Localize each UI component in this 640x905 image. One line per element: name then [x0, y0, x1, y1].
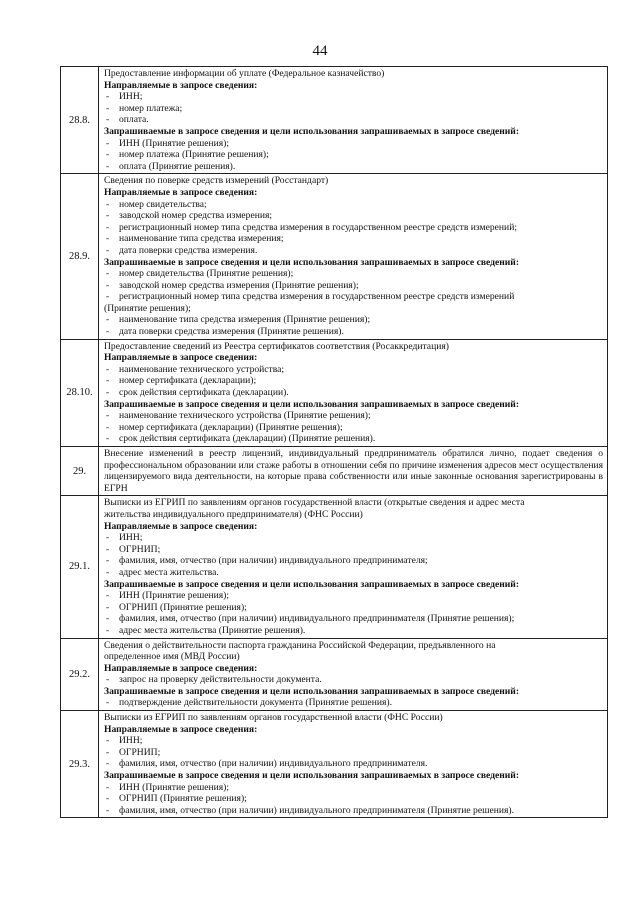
row-content [99, 339, 608, 446]
sent-heading: Направляемые в запросе сведения: [104, 723, 258, 735]
list-item: - наименование типа средства измерения (Принятие решения); [104, 314, 603, 326]
row-number: 29.1. [61, 496, 99, 638]
list-item: - оплата. [104, 114, 603, 126]
row-description: Внесение изменений в реестр лицензий, индивидуальный предприниматель обратился лично, подает сведения о профессиональном образовании или стаже работы в отношении себя по причине изменения адресов мест осуществления лицензируемого вида деятельности, на которые права собственности или иные законные основания зарегистрированы в ЕГРН [104, 448, 603, 494]
row-content [99, 447, 608, 496]
list-item: - заводской номер средства измерения; [104, 210, 603, 222]
list-item: - заводской номер средства измерения (Принятие решения); [104, 280, 603, 292]
list-item: - регистрационный номер типа средства измерения в государственном реестре средств измерений [104, 291, 603, 303]
table-row [61, 638, 608, 711]
list-item: - наименование технического устройства; [104, 364, 603, 376]
table-row [61, 67, 608, 174]
row-number: 29.2. [61, 638, 99, 711]
list-item: - фамилия, имя, отчество (при наличии) индивидуального предпринимателя; [104, 555, 603, 567]
row-number: 28.9. [61, 174, 99, 339]
list-item: - ИНН; [104, 735, 603, 747]
list-item: - подтверждение действительности документа (Принятие решения). [104, 697, 603, 709]
list-item: - оплата (Принятие решения). [104, 161, 603, 173]
list-item: - ИНН; [104, 91, 603, 103]
requested-heading: Запрашиваемые в запросе сведения и цели использования запрашиваемых в запросе сведений: [104, 578, 520, 590]
list-item: - запрос на проверку действительности документа. [104, 674, 603, 686]
row-content [99, 638, 608, 711]
requested-heading: Запрашиваемые в запросе сведения и цели использования запрашиваемых в запросе сведений: [104, 685, 520, 697]
list-item: - номер платежа (Принятие решения); [104, 149, 603, 161]
row-title: Выписки из ЕГРИП по заявлениям органов государственной власти (ФНС России) [104, 712, 443, 724]
row-title: Предоставление сведений из Реестра сертификатов соответствия (Росаккредитация) [104, 340, 449, 352]
table-row [61, 496, 608, 638]
table-row [61, 711, 608, 818]
row-title: Сведения о действительности паспорта гражданина Российской Федерации, предъявленного на [104, 639, 496, 651]
list-item: - номер свидетельства (Принятие решения); [104, 268, 603, 280]
list-item: - ОГРНИП; [104, 747, 603, 759]
list-item: - наименование типа средства измерения; [104, 233, 603, 245]
list-item: - дата поверки средства измерения. [104, 245, 603, 257]
list-item: - номер платежа; [104, 103, 603, 115]
list-item: - срок действия сертификата (декларации) (Принятие решения). [104, 433, 603, 445]
list-item: - номер сертификата (декларации) (Принятие решения); [104, 422, 603, 434]
row-number: 29. [61, 447, 99, 496]
list-item: - фамилия, имя, отчество (при наличии) индивидуального предпринимателя (Принятие решения); [104, 613, 603, 625]
row-content [99, 67, 608, 174]
list-item: - наименование технического устройства (Принятие решения); [104, 410, 603, 422]
list-item: - регистрационный номер типа средства измерения в государственном реестре средств измерений; [104, 222, 603, 234]
row-title: жительства индивидуального предпринимателя) (ФНС России) [104, 508, 363, 520]
page-number: 44 [312, 43, 328, 59]
table-row [61, 339, 608, 446]
requested-heading: Запрашиваемые в запросе сведения и цели использования запрашиваемых в запросе сведений: [104, 125, 520, 137]
list-item: - срок действия сертификата (декларации). [104, 387, 603, 399]
list-item: - ОГРНИП (Принятие решения); [104, 602, 603, 614]
row-number: 29.3. [61, 711, 99, 818]
list-item: - номер свидетельства; [104, 199, 603, 211]
requirements-table [60, 66, 608, 818]
table-row [61, 447, 608, 496]
list-item: - ИНН; [104, 532, 603, 544]
list-item: - ИНН (Принятие решения); [104, 590, 603, 602]
row-number: 28.8. [61, 67, 99, 174]
sent-heading: Направляемые в запросе сведения: [104, 352, 258, 364]
row-content [99, 711, 608, 818]
sent-heading: Направляемые в запросе сведения: [104, 186, 258, 198]
list-item: - ИНН (Принятие решения); [104, 782, 603, 794]
row-title: определенное имя (МВД России) [104, 651, 240, 663]
row-title: Выписки из ЕГРИП по заявлениям органов государственной власти (открытые сведения и адрес места [104, 497, 525, 509]
row-content [99, 174, 608, 339]
list-item: - адрес места жительства. [104, 567, 603, 579]
list-item: - номер сертификата (декларации); [104, 375, 603, 387]
row-title: Предоставление информации об уплате (Федеральное казначейство) [104, 68, 385, 79]
list-item-continuation: (Принятие решения); [104, 302, 191, 314]
requested-heading: Запрашиваемые в запросе сведения и цели использования запрашиваемых в запросе сведений: [104, 770, 520, 782]
list-item: - ОГРНИП; [104, 544, 603, 556]
list-item: - фамилия, имя, отчество (при наличии) индивидуального предпринимателя. [104, 758, 603, 770]
requested-heading: Запрашиваемые в запросе сведения и цели использования запрашиваемых в запросе сведений: [104, 256, 520, 268]
table-row [61, 174, 608, 339]
list-item: - дата поверки средства измерения (Принятие решения). [104, 326, 603, 338]
row-content [99, 496, 608, 638]
sent-heading: Направляемые в запросе сведения: [104, 520, 258, 532]
list-item: - адрес места жительства (Принятие решения). [104, 625, 603, 637]
sent-heading: Направляемые в запросе сведения: [104, 79, 258, 91]
sent-heading: Направляемые в запросе сведения: [104, 662, 258, 674]
requested-heading: Запрашиваемые в запросе сведения и цели использования запрашиваемых в запросе сведений: [104, 398, 520, 410]
list-item: - ИНН (Принятие решения); [104, 138, 603, 150]
row-title: Сведения по поверке средств измерений (Росстандарт) [104, 175, 329, 187]
list-item: - фамилия, имя, отчество (при наличии) индивидуального предпринимателя (Принятие решения). [104, 805, 603, 817]
row-number: 28.10. [61, 339, 99, 446]
list-item: - ОГРНИП (Принятие решения); [104, 793, 603, 805]
